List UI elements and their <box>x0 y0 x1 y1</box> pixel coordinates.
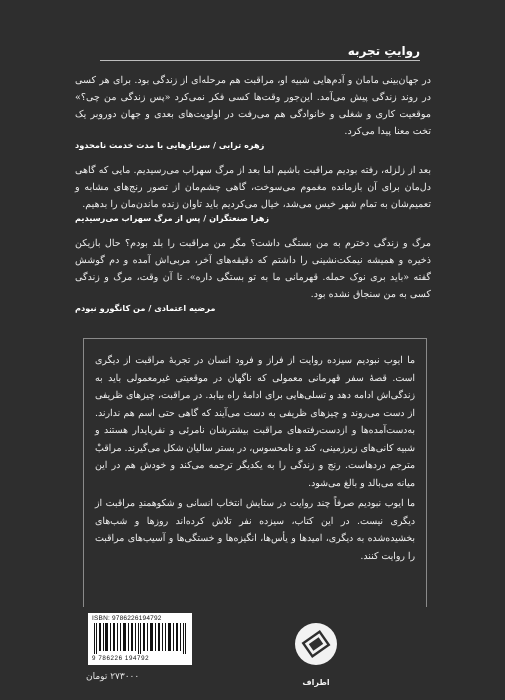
excerpt-1 <box>75 72 431 152</box>
excerpt-2 <box>75 162 431 225</box>
publisher-name: اطراف <box>302 678 330 687</box>
excerpt-text: مرگ و زندگی دخترم به من بستگی داشت؟ مگر من مراقبت را بلد بودم؟ حال بازیکن ذخیره و همیشه نیمکت‌نشینی را داشتم که دقیقه‌های آخر، مربی‌اش آمده و دم گوشش گفته «باید بری نوک حمله. قهرمانی ما به تو بستگی داره». تا آن وقت، مرگ و زندگی کسی به من سنجاق نشده بود. <box>75 238 431 300</box>
excerpt-text: بعد از زلزله، رفته بودیم مراقبت باشیم اما بعد از مرگ سهراب می‌رسیدیم. مایی که گاهی دل‌مان برای آن بازمانده مغموم می‌سوخت، گاهی چشم‌مان از تصور رنج‌های مشابه و تعمیم‌شان به تمام شهر خیس می‌شد، خیال می‌کردیم باید تاوان زنده ماندن‌مان را بدهیم. <box>75 165 431 210</box>
excerpt-3 <box>75 235 431 315</box>
excerpt-attribution: زهرا صنعتگران / پس از مرگ سهراب می‌رسیدیم <box>75 213 270 223</box>
barcode-bars <box>92 623 188 654</box>
barcode <box>88 613 192 665</box>
blurb-paragraph: ما ایوب نبودیم سیزده روایت از فراز و فرود انسان در تجربهٔ مراقبت از دیگری است. قصهٔ سفر قهرمانی معمولی که ناگهان در موقعیتی غیرمعمولی باید به زندگی‌اش ادامه دهد و تسلی‌هایی برای ادامهٔ راه بیابد. در مراقبت، چیزهای ظریفی از دست می‌روند و چیزهای ظریفی به دست می‌آیند که گاهی حتی اسم هم ندارند. به‌دست‌آمده‌ها و ازدست‌رفته‌های مراقبت بیشترشان نامرئی و نفرپایدار هستند و شبیه کانی‌های زیرزمینی، کند و نامحسوس، در بستر سالیان شکل می‌گیرند. مراقبْ مترجم دردهاست. رنج و زندگی را به یکدیگر ترجمه می‌کند و خودش هم در این میانه می‌بالد و بالغ می‌شود. <box>95 355 415 489</box>
excerpt-attribution: زهره ترابی / سربازهایی با مدت خدمت نامحدود <box>75 140 265 150</box>
isbn-label: ISBN: 9786226194792 <box>92 615 162 622</box>
excerpts <box>75 72 431 325</box>
series-header <box>100 44 420 61</box>
price: ۲۷۳۰۰۰ تومان <box>86 672 140 682</box>
blurb-paragraph: ما ایوب نبودیم صرفاً چند روایت در ستایش انتخاب انسانی و شکوهمندِ مراقبت از دیگری نیست. در این کتاب، سیزده نفر تلاش کرده‌اند روزها و شب‌های بخشیده‌شده به دیگری، امیدها و یأس‌ها، انگیزه‌ها و خستگی‌ها و آسیب‌های مراقبت را روایت کنند. <box>95 498 415 562</box>
excerpt-text: در جهان‌بینی مامان و آدم‌هایی شبیه او، مراقبت هم مرحله‌ای از زندگی بود. برای هر کسی در روند زندگی پیش می‌آمد. این‌جور وقت‌ها کسی فکر نمی‌کرد «پس زندگی من چی؟» موقعیت کاری و شغلی و خانوادگی هم می‌رفت در اولویت‌های بعدی و جهان دوروبر یک تخت معنا پیدا می‌کرد. <box>75 75 431 137</box>
blurb <box>95 342 415 568</box>
barcode-digits: 9 786226 194792 <box>92 655 150 662</box>
publisher-logo-icon <box>294 616 338 676</box>
series-divider <box>100 60 420 61</box>
excerpt-attribution: مرضیه اعتمادی / من کانگورو نبودم <box>75 303 216 313</box>
series-label: روایتِ تجربه <box>347 44 420 58</box>
